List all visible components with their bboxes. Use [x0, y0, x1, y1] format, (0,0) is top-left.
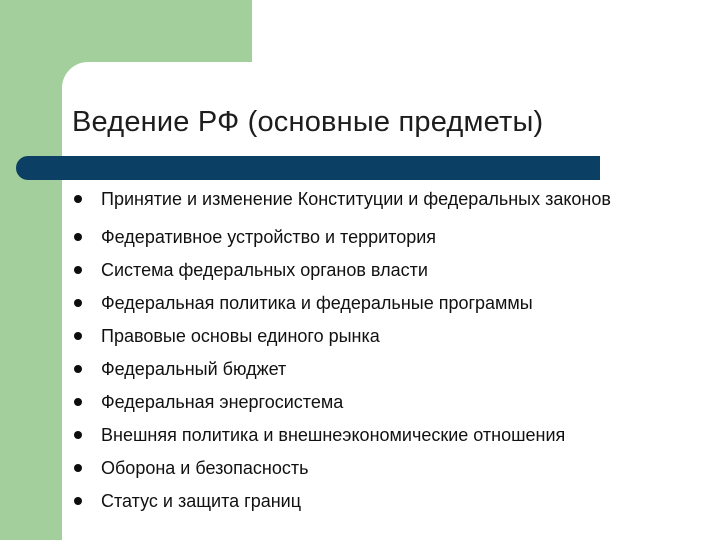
bullet-dot-icon: [74, 431, 82, 439]
list-item: [72, 261, 692, 279]
list-item-text: Система федеральных органов власти: [101, 260, 428, 280]
decor-left-strip: [0, 0, 62, 540]
list-item-text: Правовые основы единого рынка: [101, 326, 380, 346]
list-item: [72, 190, 692, 208]
bullet-dot-icon: [74, 332, 82, 340]
list-item-text: Федеральная энергосистема: [101, 392, 344, 412]
list-item: [72, 492, 692, 510]
bullet-dot-icon: [74, 497, 82, 505]
bullet-dot-icon: [74, 464, 82, 472]
list-item: [72, 294, 692, 312]
list-item-text: Принятие и изменение Конституции и федеральных законов: [101, 189, 611, 209]
bullet-dot-icon: [74, 365, 82, 373]
bullet-dot-icon: [74, 195, 82, 203]
bullet-dot-icon: [74, 233, 82, 241]
list-item-text: Федеративное устройство и территория: [101, 227, 437, 247]
list-item-text: Федеральный бюджет: [101, 359, 287, 379]
list-item-text: Оборона и безопасность: [101, 458, 309, 478]
slide-title: Ведение РФ (основные предметы): [72, 106, 544, 138]
bullet-dot-icon: [74, 398, 82, 406]
list-item-text: Федеральная политика и федеральные программы: [101, 293, 533, 313]
list-item-text: Статус и защита границ: [101, 491, 302, 511]
bullet-dot-icon: [74, 266, 82, 274]
bullet-dot-icon: [74, 299, 82, 307]
list-item: [72, 459, 692, 477]
title-underline-bar: [16, 156, 600, 180]
bullet-list: [72, 190, 692, 525]
list-item: [72, 360, 692, 378]
list-item: [72, 327, 692, 345]
list-item: [72, 228, 692, 246]
list-item: [72, 426, 692, 444]
list-item: [72, 393, 692, 411]
list-item-text: Внешняя политика и внешнеэкономические отношения: [101, 425, 566, 445]
